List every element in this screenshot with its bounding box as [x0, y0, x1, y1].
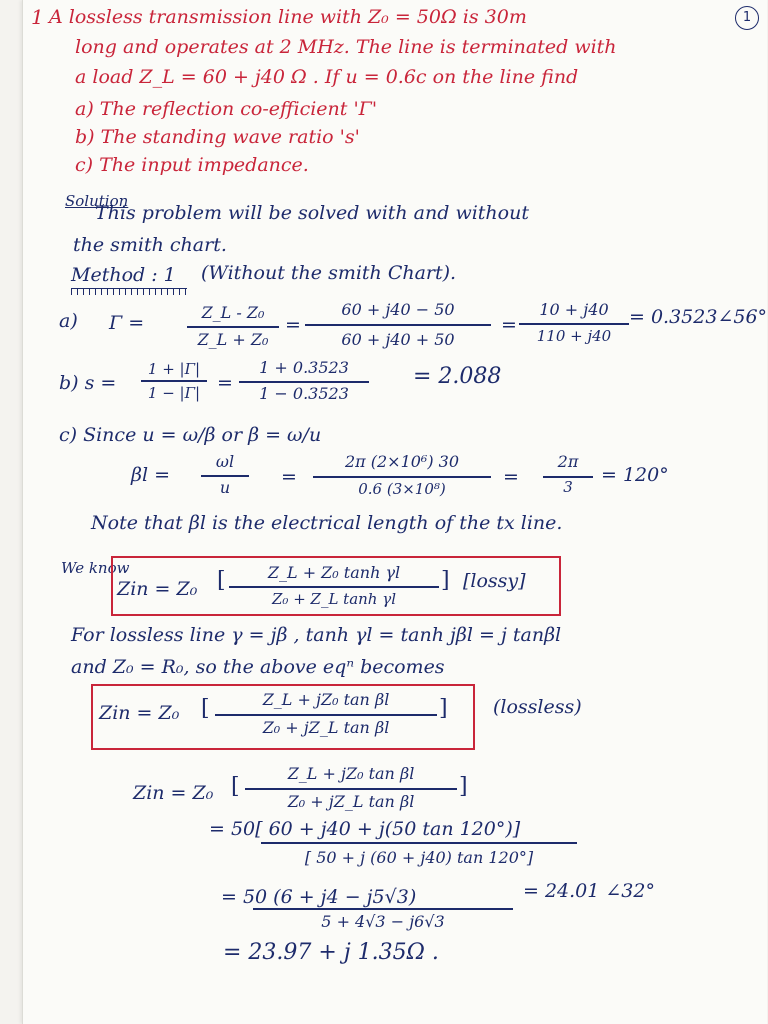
step2-bar: [253, 908, 513, 910]
part-c-bar2: [313, 476, 491, 478]
lossy-bar: [229, 586, 439, 588]
calc-num: Z_L + jZ₀ tan βl: [287, 764, 415, 783]
part-b-den2: 1 − 0.3523: [259, 384, 349, 403]
lossless-bar: [215, 714, 437, 716]
step2-result: = 24.01 ∠32°: [523, 880, 655, 902]
part-b-den1: 1 − |Γ|: [147, 384, 201, 402]
problem-part-a: a) The reflection co-efficient 'Γ': [75, 98, 378, 120]
problem-part-c: c) The input impedance.: [75, 154, 309, 176]
part-a-num3: 10 + j40: [539, 300, 609, 319]
part-b-label: b) s =: [59, 372, 117, 394]
lossless-line-2: and Z₀ = R₀, so the above eqⁿ becomes: [71, 656, 445, 678]
part-a-bar2: [305, 324, 491, 326]
step1-num: = 50[ 60 + j40 + j(50 tan 120°)]: [209, 818, 521, 840]
part-c-num1: ωl: [215, 452, 235, 471]
lossy-bracket-left: [: [217, 568, 226, 593]
part-a-den3: 110 + j40: [536, 327, 612, 345]
lossy-bracket-right: ]: [441, 568, 450, 593]
solution-intro-1: This problem will be solved with and without: [95, 202, 529, 224]
part-c-num2: 2π (2×10⁶) 30: [344, 452, 460, 471]
calc-bar: [245, 788, 457, 790]
solution-heading: Solution: [65, 192, 129, 210]
part-b-num2: 1 + 0.3523: [259, 358, 349, 377]
method-description: (Without the smith Chart).: [201, 262, 457, 284]
final-result: = 23.97 + j 1.35Ω .: [223, 940, 439, 965]
lossless-den: Z₀ + jZ_L tan βl: [262, 718, 390, 737]
part-c-note: Note that βl is the electrical length of the tx line.: [91, 512, 563, 534]
lossless-tag: (lossless): [493, 696, 582, 718]
problem-part-b: b) The standing wave ratio 's': [75, 126, 360, 148]
step2-den: 5 + 4√3 − j6√3: [321, 912, 445, 931]
part-c-bar1: [201, 475, 249, 477]
part-a-bar1: [187, 326, 279, 328]
lossless-lhs: Zin = Z₀: [99, 702, 180, 724]
part-c-result: = 120°: [601, 464, 669, 486]
problem-line-3: a load Z_L = 60 + j40 Ω . If u = 0.6c on the line find: [75, 66, 579, 88]
part-c-den3: 3: [563, 478, 573, 496]
part-c-den1: u: [219, 478, 231, 497]
lossy-lhs: Zin = Z₀: [117, 578, 198, 600]
method-label: Method : 1: [71, 264, 176, 286]
calc-lhs: Zin = Z₀: [133, 782, 214, 804]
lossy-tag: [lossy]: [463, 570, 526, 592]
lossy-num: Z_L + Z₀ tanh γl: [267, 563, 401, 582]
page-number: 1: [735, 6, 759, 30]
part-c-bl: βl =: [131, 464, 171, 486]
part-c-intro: c) Since u = ω/β or β = ω/u: [59, 424, 322, 446]
part-a-num2: 60 + j40 − 50: [341, 300, 455, 319]
part-a-den2: 60 + j40 + 50: [341, 330, 455, 349]
part-b-result: = 2.088: [413, 364, 502, 389]
part-a-bar3: [519, 323, 629, 325]
part-c-num3: 2π: [557, 452, 579, 471]
part-a-label: a): [59, 310, 78, 332]
lossless-bracket-right: ]: [439, 696, 448, 721]
part-a-eq2: =: [501, 314, 517, 336]
problem-number: 1: [31, 5, 44, 29]
part-a-result: = 0.3523∠56°: [629, 306, 768, 328]
lossy-den: Z₀ + Z_L tanh γl: [271, 590, 396, 608]
part-c-eq2: =: [503, 466, 519, 488]
lossless-bracket-left: [: [201, 696, 210, 721]
part-a-eq1: =: [285, 314, 301, 336]
step1-bar: [261, 842, 577, 844]
part-b-eq1: =: [217, 372, 233, 394]
part-b-bar2: [239, 381, 369, 383]
lossless-num: Z_L + jZ₀ tan βl: [262, 690, 390, 709]
calc-den: Z₀ + jZ_L tan βl: [287, 792, 415, 811]
we-know-label: We know: [61, 559, 130, 577]
part-c-eq1: =: [281, 466, 297, 488]
step2-num: = 50 (6 + j4 − j5√3): [221, 886, 417, 908]
problem-line-1: A lossless transmission line with Z₀ = 50Ω is 30m: [49, 6, 527, 28]
calc-bracket-left: [: [231, 774, 240, 799]
part-a-den1: Z_L + Z₀: [197, 330, 269, 349]
calc-bracket-right: ]: [459, 774, 468, 799]
part-a-num1: Z_L - Z₀: [201, 303, 265, 322]
solution-intro-2: the smith chart.: [73, 234, 227, 256]
step1-den: [ 50 + j (60 + j40) tan 120°]: [304, 848, 534, 867]
part-c-den2: 0.6 (3×10⁸): [358, 480, 446, 498]
part-a-gamma: Γ =: [109, 312, 145, 334]
notebook-page: [22, 0, 767, 1024]
part-b-bar1: [141, 380, 207, 382]
part-b-num1: 1 + |Γ|: [147, 360, 201, 378]
lossless-line-1: For lossless line γ = jβ , tanh γl = tanh jβl = j tanβl: [71, 624, 562, 646]
problem-line-2: long and operates at 2 MHz. The line is terminated with: [75, 36, 617, 58]
method-underline: [71, 288, 187, 295]
